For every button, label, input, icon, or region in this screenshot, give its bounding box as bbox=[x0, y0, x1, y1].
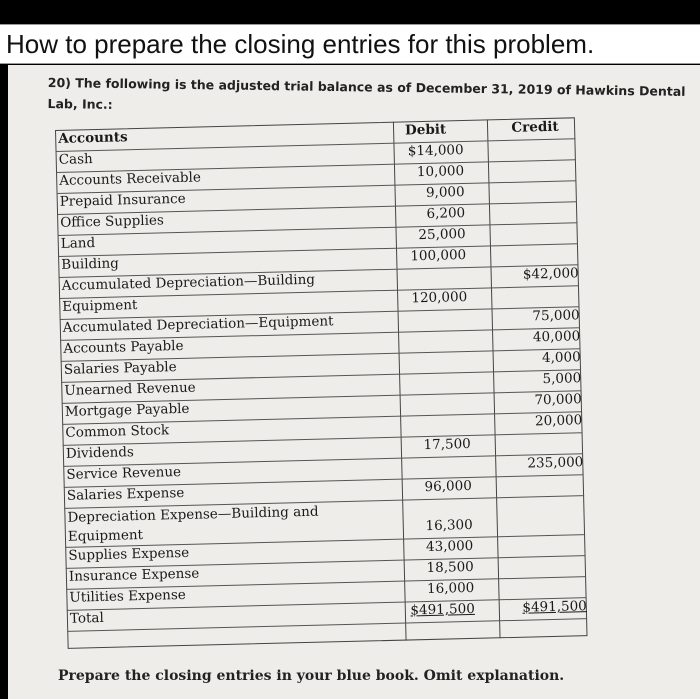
credit-amount bbox=[497, 223, 577, 225]
account-name: Mortgage Payable bbox=[64, 400, 190, 420]
debit-amount: $14,000 bbox=[407, 142, 464, 160]
credit-amount: 70,000 bbox=[534, 391, 582, 409]
debit-amount bbox=[393, 331, 468, 333]
account-name: Accumulated Depreciation—Equipment bbox=[62, 313, 334, 336]
debit-header: Debit bbox=[404, 121, 447, 139]
debit-amount bbox=[392, 268, 467, 270]
account-name: Equipment bbox=[62, 297, 138, 315]
debit-amount bbox=[394, 352, 469, 354]
credit-amount: 4,000 bbox=[541, 349, 581, 367]
credit-amount bbox=[505, 535, 585, 537]
debit-amount: 120,000 bbox=[411, 288, 468, 307]
credit-amount: 75,000 bbox=[532, 307, 580, 325]
credit-amount bbox=[496, 160, 576, 162]
credit-amount: $42,000 bbox=[522, 265, 579, 283]
account-name: Accounts Receivable bbox=[59, 169, 202, 189]
account-name: Accounts Payable bbox=[63, 337, 184, 357]
debit-amount: 16,000 bbox=[426, 579, 475, 598]
debit-amount bbox=[394, 373, 469, 375]
credit-amount bbox=[506, 556, 586, 558]
debit-amount bbox=[393, 310, 468, 312]
account-name: Depreciation Expense—Building and Equipment bbox=[67, 503, 319, 545]
account-name: Supplies Expense bbox=[68, 544, 190, 564]
credit-header: Credit bbox=[511, 118, 559, 136]
accounts-header: Accounts bbox=[58, 129, 128, 147]
account-name: Salaries Expense bbox=[66, 484, 185, 504]
credit-amount bbox=[504, 475, 584, 477]
debit-amount: 18,500 bbox=[426, 558, 474, 577]
problem-statement: 20) The following is the adjusted trial balance as of December 31, 2019 of Hawkins Dental Lab, Inc.: bbox=[47, 74, 686, 112]
account-name: Insurance Expense bbox=[68, 565, 200, 585]
credit-amount: 20,000 bbox=[534, 412, 583, 430]
page-title: How to prepare the closing entries for this problem. bbox=[6, 29, 595, 59]
credit-amount bbox=[498, 244, 578, 246]
debit-amount: $491,500 bbox=[410, 600, 476, 619]
credit-amount bbox=[499, 286, 579, 288]
debit-amount: 17,500 bbox=[423, 435, 471, 454]
debit-amount: 16,300 bbox=[425, 516, 473, 535]
credit-amount bbox=[495, 139, 575, 141]
credit-amount: 40,000 bbox=[532, 328, 581, 346]
debit-amount: 10,000 bbox=[416, 163, 465, 181]
account-name: Building bbox=[61, 255, 120, 273]
debit-amount: 9,000 bbox=[425, 184, 465, 201]
account-name: Accumulated Depreciation—Building bbox=[61, 271, 316, 294]
debit-amount: 100,000 bbox=[410, 246, 467, 265]
account-name: Common Stock bbox=[65, 422, 170, 441]
instruction-text: Prepare the closing entries in your blue book. Omit explanation. bbox=[58, 668, 565, 684]
title-bar bbox=[0, 24, 700, 64]
credit-amount bbox=[503, 433, 583, 435]
credit-amount: 5,000 bbox=[542, 370, 582, 388]
account-name: Unearned Revenue bbox=[64, 379, 196, 399]
credit-amount bbox=[497, 202, 577, 204]
account-name: Total bbox=[69, 609, 105, 627]
trial-balance-table bbox=[55, 117, 588, 650]
account-name: Cash bbox=[58, 151, 93, 168]
credit-amount bbox=[506, 577, 586, 579]
account-name: Utilities Expense bbox=[69, 586, 187, 606]
account-name: Dividends bbox=[65, 444, 135, 462]
credit-amount: 235,000 bbox=[527, 454, 584, 472]
account-name: Land bbox=[60, 235, 96, 252]
debit-amount bbox=[396, 457, 471, 459]
account-name: Service Revenue bbox=[66, 464, 182, 483]
debit-amount bbox=[395, 394, 470, 396]
debit-amount bbox=[395, 415, 470, 417]
debit-amount: 43,000 bbox=[425, 537, 474, 556]
credit-amount bbox=[496, 181, 576, 183]
account-name: Salaries Payable bbox=[63, 359, 177, 378]
credit-amount: $491,500 bbox=[522, 598, 587, 616]
credit-amount bbox=[504, 496, 584, 498]
debit-amount: 6,200 bbox=[426, 205, 466, 222]
debit-amount: 25,000 bbox=[418, 226, 466, 244]
debit-amount: 96,000 bbox=[424, 477, 473, 496]
account-name: Office Supplies bbox=[60, 212, 165, 231]
account-name: Prepaid Insurance bbox=[59, 190, 186, 210]
